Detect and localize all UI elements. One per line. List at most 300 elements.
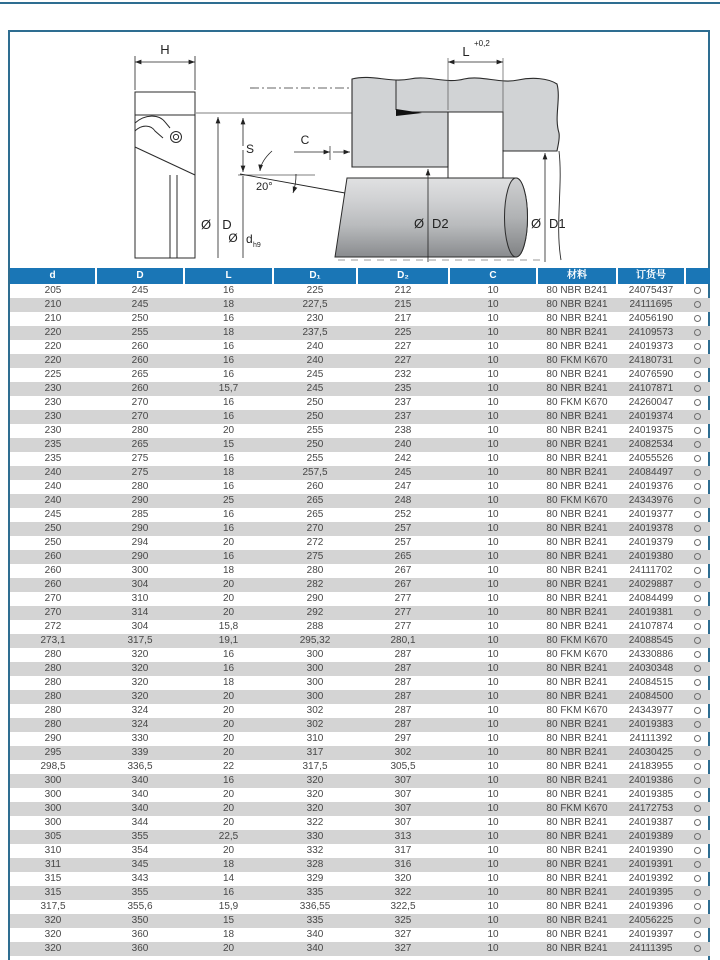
cell-order-number: 24056190 [628,313,674,324]
break-line [559,151,561,260]
cell-d: 315 [44,873,62,884]
cell-D1: 317 [306,747,324,758]
cell-L: 18 [222,299,235,310]
availability-circle-icon [694,833,701,840]
cell-d: 280 [44,719,62,730]
availability-circle-icon [694,399,701,406]
cell-order-number: 24343977 [628,705,674,716]
table-row [10,732,710,746]
cell-order-number: 24088545 [628,635,674,646]
cell-material: 80 NBR B241 [546,523,608,534]
cell-D2: 313 [394,831,412,842]
cell-D2: 225 [394,327,412,338]
availability-circle-icon [694,693,701,700]
cell-material: 80 FKM K670 [546,355,608,366]
cell-material: 80 NBR B241 [546,579,608,590]
cell-D2: 248 [394,495,412,506]
cell-material: 80 NBR B241 [546,943,608,954]
cell-D2: 316 [394,859,412,870]
cell-d: 300 [44,803,62,814]
cell-L: 20 [222,733,235,744]
cell-order-number: 24109573 [628,327,674,338]
table-row [10,704,710,718]
cell-material: 80 NBR B241 [546,677,608,688]
cell-D1: 240 [306,341,324,352]
cell-D2: 252 [394,509,412,520]
availability-circle-icon [694,721,701,728]
seal-cross-section [135,92,195,258]
cell-D1: 270 [306,523,324,534]
cell-material: 80 NBR B241 [546,551,608,562]
cell-order-number: 24029887 [628,579,674,590]
d-tolerance-label: h9 [253,242,261,249]
cell-C: 10 [487,761,499,772]
cell-D1: 295,32 [299,635,331,646]
cell-marker [685,452,710,466]
technical-drawing [0,0,720,268]
cell-L: 18 [222,929,235,940]
cell-D1: 288 [306,621,324,632]
table-row [10,284,710,298]
cell-L: 18 [222,327,235,338]
cell-material: 80 NBR B241 [546,509,608,520]
cell-D1: 302 [306,705,324,716]
column-header-material: 材料 [537,268,617,284]
cell-marker [685,522,710,536]
cell-D1: 335 [306,887,324,898]
l-tolerance-label: +0,2 [474,39,490,48]
table-row [10,718,710,732]
column-header-d: d [10,268,96,284]
cell-D2: 287 [394,649,412,660]
cell-D: 320 [131,691,149,702]
cell-C: 10 [487,887,499,898]
table-row [10,368,710,382]
cell-D: 350 [131,915,149,926]
cell-D1: 227,5 [302,299,328,310]
cell-marker [685,340,710,354]
cell-order-number: 24030348 [628,663,674,674]
cell-order-number: 24111702 [629,565,673,576]
cell-C: 10 [487,873,499,884]
availability-circle-icon [694,665,701,672]
cell-D2: 240 [394,439,412,450]
cell-D: 260 [131,341,149,352]
cell-L: 15 [222,915,235,926]
cell-marker [685,928,710,942]
cell-C: 10 [487,565,499,576]
cell-marker [685,284,710,298]
cell-d: 250 [44,523,62,534]
cell-order-number: 24019376 [628,481,674,492]
table-row [10,424,710,438]
availability-circle-icon [694,455,701,462]
cell-D2: 287 [394,719,412,730]
table-header [10,268,710,284]
table-row [10,396,710,410]
cell-D2: 317 [394,845,412,856]
cell-L: 16 [222,663,235,674]
availability-circle-icon [694,889,701,896]
cell-order-number: 24019389 [628,831,674,842]
cell-L: 22 [222,761,235,772]
cell-marker [685,788,710,802]
cell-order-number: 24019395 [628,887,674,898]
cell-D1: 245 [306,383,324,394]
cell-D1: 317,5 [302,761,328,772]
cell-d: 315 [44,887,62,898]
availability-circle-icon [694,343,701,350]
cell-D: 275 [131,453,149,464]
cell-D1: 330 [306,831,324,842]
cell-material: 80 NBR B241 [546,607,608,618]
cell-L: 15 [222,439,235,450]
cell-marker [685,368,710,382]
cell-C: 10 [487,481,499,492]
cell-D: 320 [131,663,149,674]
availability-circle-icon [694,903,701,910]
cell-L: 20 [222,607,235,618]
cell-marker [685,858,710,872]
availability-circle-icon [694,735,701,742]
cell-D: 344 [131,817,149,828]
c-dimension [294,146,350,160]
cell-order-number: 24180731 [628,355,674,366]
cell-D1: 300 [306,663,324,674]
cell-marker [685,760,710,774]
cell-D2: 235 [394,383,412,394]
availability-circle-icon [694,679,701,686]
cell-D2: 212 [394,285,412,296]
cell-D1: 302 [306,719,324,730]
cell-D: 294 [131,537,149,548]
cell-marker [685,718,710,732]
cell-L: 18 [222,565,235,576]
table-row [10,634,710,648]
cell-marker [685,326,710,340]
cell-material: 80 NBR B241 [546,691,608,702]
cell-D2: 302 [394,747,412,758]
cell-D1: 335 [306,915,324,926]
D1-label: D1 [549,216,566,231]
cell-material: 80 FKM K670 [546,803,608,814]
cell-D: 355 [131,887,149,898]
cell-D1: 332 [306,845,324,856]
cell-marker [685,354,710,368]
cell-marker [685,900,710,914]
cell-d: 295 [44,747,62,758]
cell-order-number: 24084497 [628,467,674,478]
availability-circle-icon [694,595,701,602]
cell-d: 320 [44,915,62,926]
table-row [10,788,710,802]
cell-D1: 320 [306,803,324,814]
cell-order-number: 24019379 [628,537,674,548]
cell-material: 80 NBR B241 [546,467,608,478]
cell-D1: 310 [306,733,324,744]
cell-D2: 242 [394,453,412,464]
cell-C: 10 [487,439,499,450]
cell-material: 80 NBR B241 [546,859,608,870]
availability-circle-icon [694,749,701,756]
cell-D: 290 [131,523,149,534]
cell-D2: 307 [394,775,412,786]
cell-C: 10 [487,369,499,380]
cell-d: 220 [44,355,62,366]
cell-D1: 300 [306,677,324,688]
cell-order-number: 24019385 [628,789,674,800]
cell-order-number: 24019383 [628,719,674,730]
cell-D1: 340 [306,929,324,940]
cell-D2: 287 [394,677,412,688]
table-row [10,746,710,760]
cell-d: 230 [44,383,62,394]
cell-order-number: 24111395 [629,943,673,954]
availability-circle-icon [694,707,701,714]
cell-D1: 290 [306,593,324,604]
cell-D2: 305,5 [390,761,416,772]
cell-marker [685,648,710,662]
cell-material: 80 NBR B241 [546,789,608,800]
cell-d: 317,5 [40,901,66,912]
cell-C: 10 [487,649,499,660]
table-row [10,508,710,522]
column-header-C: C [449,268,537,284]
availability-circle-icon [694,427,701,434]
cell-D2: 267 [394,579,412,590]
cell-d: 230 [44,425,62,436]
cell-d: 225 [44,369,62,380]
cell-d: 300 [44,789,62,800]
cell-D: 265 [131,369,149,380]
cell-D1: 240 [306,355,324,366]
cell-order-number: 24019386 [628,775,674,786]
cell-d: 210 [44,299,62,310]
cell-C: 10 [487,327,499,338]
availability-circle-icon [694,385,701,392]
cell-material: 80 NBR B241 [546,663,608,674]
availability-circle-icon [694,287,701,294]
angle-label: 20° [256,181,273,193]
cell-D2: 247 [394,481,412,492]
cell-marker [685,410,710,424]
cell-order-number: 24019391 [628,859,674,870]
D2-label: D2 [432,216,449,231]
cell-D2: 307 [394,817,412,828]
table-row [10,410,710,424]
cell-D2: 232 [394,369,412,380]
cell-D2: 327 [394,929,412,940]
cell-D2: 257 [394,523,412,534]
cell-material: 80 NBR B241 [546,327,608,338]
cell-D1: 280 [306,565,324,576]
cell-C: 10 [487,663,499,674]
cell-D: 310 [131,593,149,604]
cell-L: 20 [222,817,235,828]
cell-marker [685,830,710,844]
cell-marker [685,396,710,410]
cell-C: 10 [487,621,499,632]
cell-order-number: 24111392 [629,733,673,744]
cell-d: 230 [44,411,62,422]
cell-L: 20 [222,789,235,800]
cell-marker [685,872,710,886]
cell-material: 80 NBR B241 [546,411,608,422]
cell-D: 320 [131,677,149,688]
cell-D: 345 [131,859,149,870]
cell-order-number: 24260047 [628,397,674,408]
cell-L: 20 [222,691,235,702]
table-row [10,298,710,312]
cell-L: 14 [222,873,235,884]
cell-C: 10 [487,705,499,716]
seal-dimension-table [10,268,710,956]
cell-d: 305 [44,831,62,842]
cell-C: 10 [487,915,499,926]
cell-material: 80 NBR B241 [546,453,608,464]
cell-d: 298,5 [40,761,66,772]
table-row [10,942,710,956]
availability-circle-icon [694,791,701,798]
cell-C: 10 [487,355,499,366]
cell-material: 80 FKM K670 [546,635,608,646]
cell-marker [685,886,710,900]
availability-circle-icon [694,651,701,658]
table-row [10,522,710,536]
cell-D2: 297 [394,733,412,744]
cell-d: 205 [44,285,62,296]
cell-L: 16 [222,369,235,380]
cell-d: 320 [44,943,62,954]
availability-circle-icon [694,441,701,448]
cell-material: 80 NBR B241 [546,383,608,394]
cell-order-number: 24019374 [628,411,674,422]
table-row [10,312,710,326]
column-header-D1: D₁ [273,268,357,284]
cell-marker [685,466,710,480]
table-row [10,326,710,340]
cell-marker [685,732,710,746]
table-row [10,662,710,676]
cell-D: 260 [131,355,149,366]
table-row [10,340,710,354]
cell-marker [685,550,710,564]
table-row [10,676,710,690]
availability-circle-icon [694,553,701,560]
cell-material: 80 NBR B241 [546,817,608,828]
cell-L: 20 [222,803,235,814]
diameter-sign: Ø [413,216,425,231]
diameter-sign: Ø [200,217,212,232]
cell-material: 80 NBR B241 [546,831,608,842]
cell-material: 80 NBR B241 [546,285,608,296]
cell-D: 330 [131,733,149,744]
c-label: C [300,133,310,147]
cell-d: 210 [44,313,62,324]
cell-material: 80 NBR B241 [546,593,608,604]
cell-D: 336,5 [127,761,153,772]
cell-D1: 275 [306,551,324,562]
cell-L: 20 [222,425,235,436]
cell-order-number: 24107871 [628,383,674,394]
cell-L: 22,5 [218,831,239,842]
cell-d: 280 [44,705,62,716]
cell-D1: 336,55 [299,901,331,912]
cell-marker [685,942,710,956]
cell-d: 240 [44,467,62,478]
cell-D: 304 [131,579,149,590]
cell-D2: 237 [394,397,412,408]
cell-L: 18 [222,677,235,688]
cell-d: 270 [44,607,62,618]
cell-C: 10 [487,425,499,436]
cell-marker [685,508,710,522]
cell-C: 10 [487,677,499,688]
table-row [10,844,710,858]
cell-order-number: 24019387 [628,817,674,828]
cell-C: 10 [487,495,499,506]
cell-D1: 328 [306,859,324,870]
cell-d: 310 [44,845,62,856]
cell-material: 80 NBR B241 [546,299,608,310]
cell-order-number: 24082534 [628,439,674,450]
cell-D1: 260 [306,481,324,492]
cell-L: 20 [222,705,235,716]
cell-material: 80 NBR B241 [546,901,608,912]
table-row [10,382,710,396]
cell-C: 10 [487,733,499,744]
cell-material: 80 FKM K670 [546,649,608,660]
cell-order-number: 24019373 [628,341,674,352]
table-row [10,648,710,662]
cell-d: 280 [44,677,62,688]
cell-d: 235 [44,439,62,450]
availability-circle-icon [694,847,701,854]
cell-marker [685,690,710,704]
availability-circle-icon [694,469,701,476]
cell-D1: 322 [306,817,324,828]
cell-C: 10 [487,635,499,646]
cell-material: 80 NBR B241 [546,887,608,898]
cell-material: 80 NBR B241 [546,761,608,772]
cell-L: 16 [222,355,235,366]
table-row [10,760,710,774]
cell-order-number: 24019377 [628,509,674,520]
cell-D2: 265 [394,551,412,562]
cell-C: 10 [487,551,499,562]
cell-order-number: 24019375 [628,425,674,436]
table-row [10,438,710,452]
cell-D: 300 [131,565,149,576]
cell-order-number: 24084500 [628,691,674,702]
cell-D1: 282 [306,579,324,590]
cell-d: 273,1 [40,635,66,646]
table-row [10,592,710,606]
cell-D2: 245 [394,467,412,478]
cell-D1: 255 [306,453,324,464]
table-row [10,536,710,550]
cell-D: 255 [131,327,149,338]
cell-C: 10 [487,789,499,800]
table-row [10,480,710,494]
table-row [10,466,710,480]
cell-D2: 287 [394,705,412,716]
cell-order-number: 24084515 [628,677,674,688]
availability-circle-icon [694,805,701,812]
table-row [10,774,710,788]
cell-C: 10 [487,411,499,422]
availability-circle-icon [694,777,701,784]
